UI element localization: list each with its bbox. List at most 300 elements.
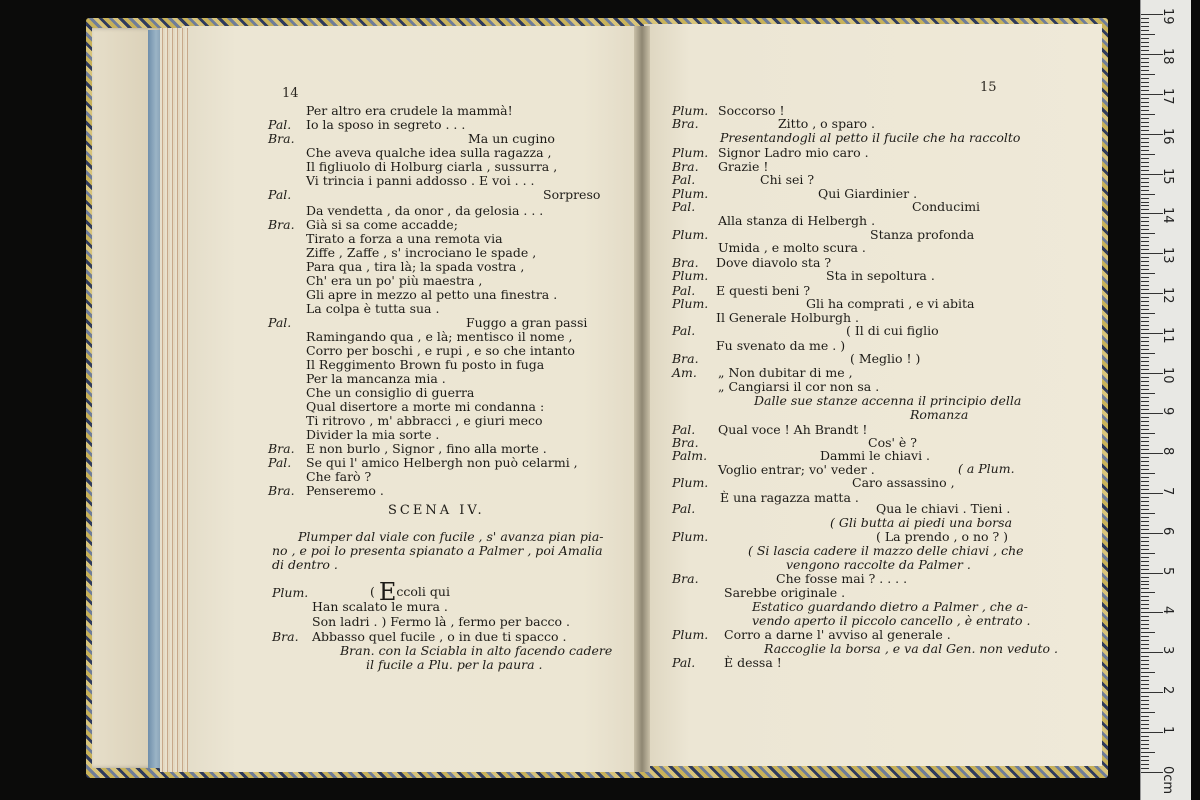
verse-line: Che un consiglio di guerra — [306, 385, 475, 400]
stage-direction: il fucile a Plu. per la paura . — [366, 657, 543, 672]
ruler-tick — [1141, 98, 1149, 99]
ruler-tick — [1141, 325, 1149, 326]
ruler-tick — [1141, 261, 1149, 262]
verse-line: Per altro era crudele la mammà! — [306, 103, 513, 118]
ruler-tick — [1141, 162, 1149, 163]
ruler-number: 18 — [1160, 47, 1175, 65]
ruler-tick — [1141, 114, 1155, 115]
verse-line: Se qui l' amico Helbergh non può celarmi , — [306, 455, 578, 470]
speaker-label: Pal. — [672, 172, 696, 187]
speaker-label: Plum. — [272, 585, 309, 600]
ruler-tick — [1141, 26, 1149, 27]
ruler-tick — [1141, 696, 1149, 697]
ruler-tick — [1141, 245, 1149, 246]
ruler-tick — [1141, 365, 1149, 366]
ruler-tick — [1141, 66, 1149, 67]
verse-line: Ma un cugino — [468, 131, 555, 146]
ruler-tick — [1141, 329, 1149, 330]
ruler-tick — [1141, 517, 1149, 518]
ruler-tick — [1141, 668, 1149, 669]
speaker-label: Plum. — [672, 296, 709, 311]
ruler-tick — [1141, 309, 1149, 310]
ruler-tick — [1141, 202, 1149, 203]
speaker-label: Bra. — [672, 435, 699, 450]
ruler-tick — [1141, 660, 1149, 661]
ruler-tick — [1141, 385, 1149, 386]
ruler-tick — [1141, 720, 1149, 721]
ruler-tick — [1141, 62, 1149, 63]
ruler-number: 14 — [1160, 207, 1175, 225]
verse-line: Vi trincia i panni addosso . E voi . . . — [306, 173, 535, 188]
verse-line: Conducimi — [912, 199, 981, 214]
ruler-tick — [1141, 604, 1149, 605]
stage-direction: Dalle sue stanze accenna il principio della — [754, 393, 1022, 408]
verse-line: Per la mancanza mia . — [306, 371, 446, 386]
verse-line: Ti ritrovo , m' abbracci , e giuri meco — [306, 413, 543, 428]
speaker-label: Pal. — [268, 315, 292, 330]
verse-line: Para qua , tira là; la spada vostra , — [306, 259, 525, 274]
ruler-tick — [1141, 269, 1149, 270]
ruler-tick — [1141, 425, 1149, 426]
ruler-tick — [1141, 545, 1149, 546]
ruler-tick — [1141, 353, 1155, 354]
verse-line: Ramingando qua , e là; mentisco il nome , — [306, 329, 573, 344]
verse-line: „ Non dubitar di me , — [718, 365, 853, 380]
ruler-tick — [1141, 648, 1149, 649]
speaker-label: Bra. — [672, 116, 699, 131]
stage-direction: ( a Plum. — [958, 461, 1015, 476]
ruler-tick — [1141, 557, 1149, 558]
ruler-tick — [1141, 421, 1149, 422]
speaker-label: Pal. — [672, 655, 696, 670]
ruler-tick — [1141, 82, 1149, 83]
verse-line: Ziffe , Zaffe , s' incrociano le spade , — [306, 245, 537, 260]
ruler-tick — [1141, 42, 1149, 43]
verse-line: Voglio entrar; vo' veder . — [718, 462, 875, 477]
ruler-number: 5 — [1160, 566, 1175, 575]
ruler-tick — [1141, 481, 1149, 482]
speaker-label: Pal. — [672, 422, 696, 437]
ruler-tick — [1141, 377, 1149, 378]
stage-direction: no , e poi lo presenta spianato a Palmer , poi Amalia — [272, 543, 603, 558]
ruler-number: 0cm — [1160, 766, 1175, 795]
ruler-tick — [1141, 624, 1149, 625]
ruler-tick — [1141, 417, 1149, 418]
speaker-label: Bra. — [672, 255, 699, 270]
verse-line: Alla stanza di Helbergh . — [718, 213, 876, 228]
ruler-tick — [1141, 485, 1149, 486]
stage-direction: Estatico guardando dietro a Palmer , che a- — [752, 599, 1028, 614]
speaker-label: Plum. — [672, 529, 709, 544]
measuring-ruler — [1140, 0, 1191, 800]
ruler-number: 10 — [1160, 367, 1175, 384]
speaker-label: Pal. — [672, 199, 696, 214]
speaker-label: Pal. — [268, 117, 292, 132]
ruler-tick — [1141, 166, 1149, 167]
speaker-label: Plum. — [672, 627, 709, 642]
verse-line: Penseremo . — [306, 483, 384, 498]
ruler-tick — [1141, 477, 1149, 478]
verse-line: Tirato a forza a una remota via — [306, 231, 503, 246]
verse-line: ( La prendo , o no ? ) — [876, 529, 1009, 544]
speaker-label: Bra. — [672, 351, 699, 366]
ruler-tick — [1141, 301, 1149, 302]
ruler-tick — [1141, 34, 1155, 35]
gutter — [634, 26, 650, 772]
ruler-tick — [1141, 704, 1149, 705]
ruler-tick — [1141, 46, 1149, 47]
ruler-number: 6 — [1160, 526, 1175, 535]
verse-line: Zitto , o sparo . — [778, 116, 875, 131]
ruler-tick — [1141, 209, 1149, 210]
ruler-tick — [1141, 461, 1149, 462]
ruler-number: 3 — [1160, 646, 1175, 655]
ruler-number: 16 — [1160, 127, 1175, 145]
ruler-tick — [1141, 58, 1149, 59]
ruler-tick — [1141, 608, 1149, 609]
ruler-tick — [1141, 321, 1149, 322]
ruler-tick — [1141, 712, 1155, 713]
verse-line: Già si sa come accadde; — [306, 217, 458, 232]
ruler-tick — [1141, 708, 1149, 709]
ruler-tick — [1141, 724, 1149, 725]
ruler-tick — [1141, 285, 1149, 286]
scene-heading: SCENA IV. — [388, 503, 485, 518]
verse-line: Dammi le chiavi . — [820, 448, 931, 463]
ruler-tick — [1141, 501, 1149, 502]
ruler-tick — [1141, 473, 1155, 474]
ruler-number: 7 — [1160, 486, 1175, 496]
speaker-label: Bra. — [672, 571, 699, 586]
ruler-tick — [1141, 672, 1155, 673]
verse-line: Ch' era un po' più maestra , — [306, 273, 483, 288]
ruler-tick — [1141, 289, 1149, 290]
ruler-tick — [1141, 397, 1149, 398]
verse-line: E non burlo , Signor , fino alla morte . — [306, 441, 547, 456]
speaker-label: Bra. — [268, 483, 295, 498]
verse-line: Il Generale Holburgh . — [716, 310, 859, 325]
ruler-tick — [1141, 150, 1149, 151]
ruler-tick — [1141, 569, 1149, 570]
ruler-tick — [1141, 744, 1149, 745]
ruler-tick — [1141, 341, 1149, 342]
ruler-tick — [1141, 138, 1149, 139]
ruler-tick — [1141, 684, 1149, 685]
speaker-label: Palm. — [672, 448, 708, 463]
ruler-tick — [1141, 664, 1149, 665]
verse-line: Il Reggimento Brown fu posto in fuga — [306, 357, 545, 372]
verse-line: Caro assassino , — [852, 475, 955, 490]
ruler-tick — [1141, 736, 1149, 737]
ruler-tick — [1141, 688, 1149, 689]
ruler-tick — [1141, 130, 1149, 131]
ruler-tick — [1141, 752, 1155, 753]
verse-line: Da vendetta , da onor , da gelosia . . . — [306, 203, 544, 218]
verse-line: Qual voce ! Ah Brandt ! — [718, 422, 868, 437]
ruler-tick — [1141, 225, 1149, 226]
speaker-label: Plum. — [672, 227, 709, 242]
ruler-tick — [1141, 756, 1149, 757]
ruler-tick — [1141, 110, 1149, 111]
ruler-tick — [1141, 381, 1149, 382]
page-number: 15 — [980, 80, 997, 95]
ruler-tick — [1141, 549, 1149, 550]
ruler-number: 2 — [1160, 686, 1175, 695]
ruler-number: 17 — [1160, 87, 1175, 105]
verse-line: Chi sei ? — [760, 172, 815, 187]
verse-line: È una ragazza matta . — [720, 490, 859, 505]
ruler-tick — [1141, 584, 1149, 585]
ruler-tick — [1141, 521, 1149, 522]
verse-line: Han scalato le mura . — [312, 599, 448, 614]
ruler-tick — [1141, 257, 1149, 258]
verse-line: Soccorso ! — [718, 103, 785, 118]
ruler-tick — [1141, 273, 1155, 274]
speaker-label: Plum. — [672, 145, 709, 160]
page-number: 14 — [282, 86, 299, 101]
verse-line: Son ladri . ) Fermo là , fermo per bacco . — [312, 614, 571, 629]
ruler-tick — [1141, 457, 1149, 458]
ruler-tick — [1141, 142, 1149, 143]
verse-line: Corro per boschi , e rupi , e so che intanto — [306, 343, 575, 358]
stage-direction: di dentro . — [272, 557, 338, 572]
ruler-tick — [1141, 509, 1149, 510]
ruler-number: 8 — [1160, 446, 1175, 456]
ruler-tick — [1141, 369, 1149, 370]
ruler-tick — [1141, 389, 1149, 390]
verse-line: Corro a darne l' avviso al generale . — [724, 627, 951, 642]
verse-line: La colpa è tutta sua . — [306, 301, 440, 316]
verse-line: Sta in sepoltura . — [826, 268, 935, 283]
verse-line: Stanza profonda — [870, 227, 975, 242]
speaker-label: Bra. — [268, 131, 295, 146]
stage-direction: ( Gli butta ai piedi una borsa — [830, 515, 1013, 530]
ruler-tick — [1141, 760, 1149, 761]
ruler-tick — [1141, 628, 1149, 629]
ruler-tick — [1141, 158, 1149, 159]
ruler-tick — [1141, 126, 1149, 127]
ruler-tick — [1141, 445, 1149, 446]
ruler-tick — [1141, 249, 1149, 250]
ruler-tick — [1141, 357, 1149, 358]
ruler-number: 11 — [1160, 327, 1175, 344]
speaker-label: Pal. — [672, 323, 696, 338]
verse-line: Umida , e molto scura . — [718, 240, 866, 255]
ruler-tick — [1141, 233, 1155, 234]
ruler-tick — [1141, 537, 1149, 538]
speaker-label: Pal. — [672, 501, 696, 516]
ruler-tick — [1141, 146, 1149, 147]
ruler-tick — [1141, 616, 1149, 617]
ruler-tick — [1141, 345, 1149, 346]
ruler-tick — [1141, 401, 1149, 402]
ruler-tick — [1141, 561, 1149, 562]
ruler-tick — [1141, 190, 1149, 191]
ruler-tick — [1141, 194, 1155, 195]
ruler-tick — [1141, 592, 1155, 593]
ruler-tick — [1141, 50, 1149, 51]
speaker-label: Pal. — [268, 187, 292, 202]
ruler-tick — [1141, 680, 1149, 681]
verse-line: Gli ha comprati , e vi abita — [806, 296, 975, 311]
ruler-tick — [1141, 170, 1149, 171]
ruler-tick — [1141, 676, 1149, 677]
ruler-tick — [1141, 429, 1149, 430]
ruler-tick — [1141, 198, 1149, 199]
stage-direction: Plumper dal viale con fucile , s' avanza pian pia- — [298, 529, 604, 544]
ruler-tick — [1141, 441, 1149, 442]
verse-line: ( Eccoli qui — [370, 578, 450, 606]
ruler-tick — [1141, 541, 1149, 542]
ruler-tick — [1141, 553, 1155, 554]
speaker-label: Plum. — [672, 475, 709, 490]
ruler-tick — [1141, 433, 1155, 434]
ruler-tick — [1141, 577, 1149, 578]
ruler-tick — [1141, 740, 1149, 741]
ruler-tick — [1141, 277, 1149, 278]
speaker-label: Pal. — [672, 283, 696, 298]
stage-direction: ( Si lascia cadere il mazzo delle chiavi , che — [748, 543, 1024, 558]
verse-line: Che aveva qualche idea sulla ragazza , — [306, 145, 552, 160]
ruler-tick — [1141, 281, 1149, 282]
ruler-tick — [1141, 656, 1149, 657]
ruler-tick — [1141, 102, 1149, 103]
ruler-tick — [1141, 497, 1149, 498]
ruler-tick — [1141, 505, 1149, 506]
verse-line: Fu svenato da me . ) — [716, 338, 846, 353]
ruler-tick — [1141, 182, 1149, 183]
verse-line: È dessa ! — [724, 655, 782, 670]
ruler-tick — [1141, 489, 1149, 490]
speaker-label: Bra. — [268, 441, 295, 456]
ruler-tick — [1141, 748, 1149, 749]
ruler-tick — [1141, 122, 1149, 123]
ruler-tick — [1141, 632, 1155, 633]
speaker-label: Bra. — [272, 629, 299, 644]
ruler-tick — [1141, 229, 1149, 230]
ruler-tick — [1141, 30, 1149, 31]
stage-direction: vengono raccolte da Palmer . — [786, 557, 971, 572]
verse-line: Dove diavolo sta ? — [716, 255, 832, 270]
ruler-tick — [1141, 409, 1149, 410]
ruler-tick — [1141, 437, 1149, 438]
ruler-tick — [1141, 600, 1149, 601]
ruler-tick — [1141, 237, 1149, 238]
ruler-tick — [1141, 178, 1149, 179]
ruler-tick — [1141, 265, 1149, 266]
speaker-label: Plum. — [672, 103, 709, 118]
verse-line: ( Meglio ! ) — [850, 351, 921, 366]
ruler-tick — [1141, 513, 1155, 514]
ruler-tick — [1141, 18, 1149, 19]
verse-line: Il figliuolo di Holburg ciarla , sussurra , — [306, 159, 558, 174]
ruler-tick — [1141, 118, 1149, 119]
ruler-tick — [1141, 700, 1149, 701]
ruler-tick — [1141, 217, 1149, 218]
ruler-tick — [1141, 728, 1149, 729]
ruler-tick — [1141, 38, 1149, 39]
verse-line: Sorpreso — [543, 187, 601, 202]
speaker-label: Bra. — [672, 159, 699, 174]
stage-direction: Bran. con la Sciabla in alto facendo cadere — [340, 643, 613, 658]
ruler-tick — [1141, 525, 1149, 526]
ruler-tick — [1141, 565, 1149, 566]
ruler-number: 13 — [1160, 247, 1175, 264]
verse-line: Qua le chiavi . Tieni . — [876, 501, 1011, 516]
ruler-tick — [1141, 449, 1149, 450]
ruler-tick — [1141, 349, 1149, 350]
ruler-tick — [1141, 581, 1149, 582]
ruler-tick — [1141, 297, 1149, 298]
verse-line: Che farò ? — [306, 469, 372, 484]
ruler-tick — [1141, 221, 1149, 222]
speaker-label: Bra. — [268, 217, 295, 232]
ruler-tick — [1141, 529, 1149, 530]
ruler-tick — [1141, 305, 1149, 306]
ruler-tick — [1141, 361, 1149, 362]
verse-line: Qui Giardinier . — [818, 186, 918, 201]
ruler-tick — [1141, 337, 1149, 338]
verse-line: Grazie ! — [718, 159, 769, 174]
ruler-tick — [1141, 22, 1149, 23]
ruler-tick — [1141, 154, 1155, 155]
verse-line: Cos' è ? — [868, 435, 917, 450]
ruler-tick — [1141, 86, 1149, 87]
ruler-number: 4 — [1160, 606, 1175, 615]
stage-direction: Raccoglie la borsa , e va dal Gen. non veduto . — [764, 641, 1059, 656]
ruler-number: 15 — [1160, 167, 1175, 185]
verse-line: Divider la mia sorte . — [306, 427, 440, 442]
ruler-tick — [1141, 205, 1149, 206]
ruler-tick — [1141, 313, 1155, 314]
speaker-label: Am. — [672, 365, 697, 380]
verse-line: Gli apre in mezzo al petto una finestra . — [306, 287, 558, 302]
ruler-number: 9 — [1160, 406, 1175, 416]
speaker-label: Plum. — [672, 268, 709, 283]
ruler-tick — [1141, 640, 1149, 641]
ruler-number: 19 — [1160, 8, 1175, 25]
verse-line: Che fosse mai ? . . . . — [776, 571, 908, 586]
ruler-tick — [1141, 74, 1155, 75]
ruler-tick — [1141, 469, 1149, 470]
verse-line: Qual disertore a morte mi condanna : — [306, 399, 545, 414]
ruler-tick — [1141, 241, 1149, 242]
verse-line: Signor Ladro mio caro . — [718, 145, 869, 160]
verse-line: Sarebbe originale . — [724, 585, 846, 600]
ruler-tick — [1141, 317, 1149, 318]
stage-direction: Presentandogli al petto il fucile che ha raccolto — [720, 130, 1021, 145]
ruler-tick — [1141, 768, 1149, 769]
stage-direction: Romanza — [910, 407, 969, 422]
ruler-tick — [1141, 90, 1149, 91]
verse-line: Io la sposo in segreto . . . — [306, 117, 466, 132]
verse-line: E questi beni ? — [716, 283, 811, 298]
ruler-tick — [1141, 106, 1149, 107]
ruler-tick — [1141, 186, 1149, 187]
ruler-tick — [1141, 78, 1149, 79]
ruler-tick — [1141, 764, 1149, 765]
ruler-tick — [1141, 70, 1149, 71]
page-edges — [160, 28, 188, 772]
ruler-number: 1 — [1160, 726, 1175, 735]
speaker-label: Pal. — [268, 455, 292, 470]
ruler-tick — [1141, 596, 1149, 597]
ruler-tick — [1141, 716, 1149, 717]
ruler-tick — [1141, 620, 1149, 621]
ruler-tick — [1141, 644, 1149, 645]
verse-line: Abbasso quel fucile , o in due ti spacco . — [312, 629, 567, 644]
ruler-tick — [1141, 405, 1149, 406]
